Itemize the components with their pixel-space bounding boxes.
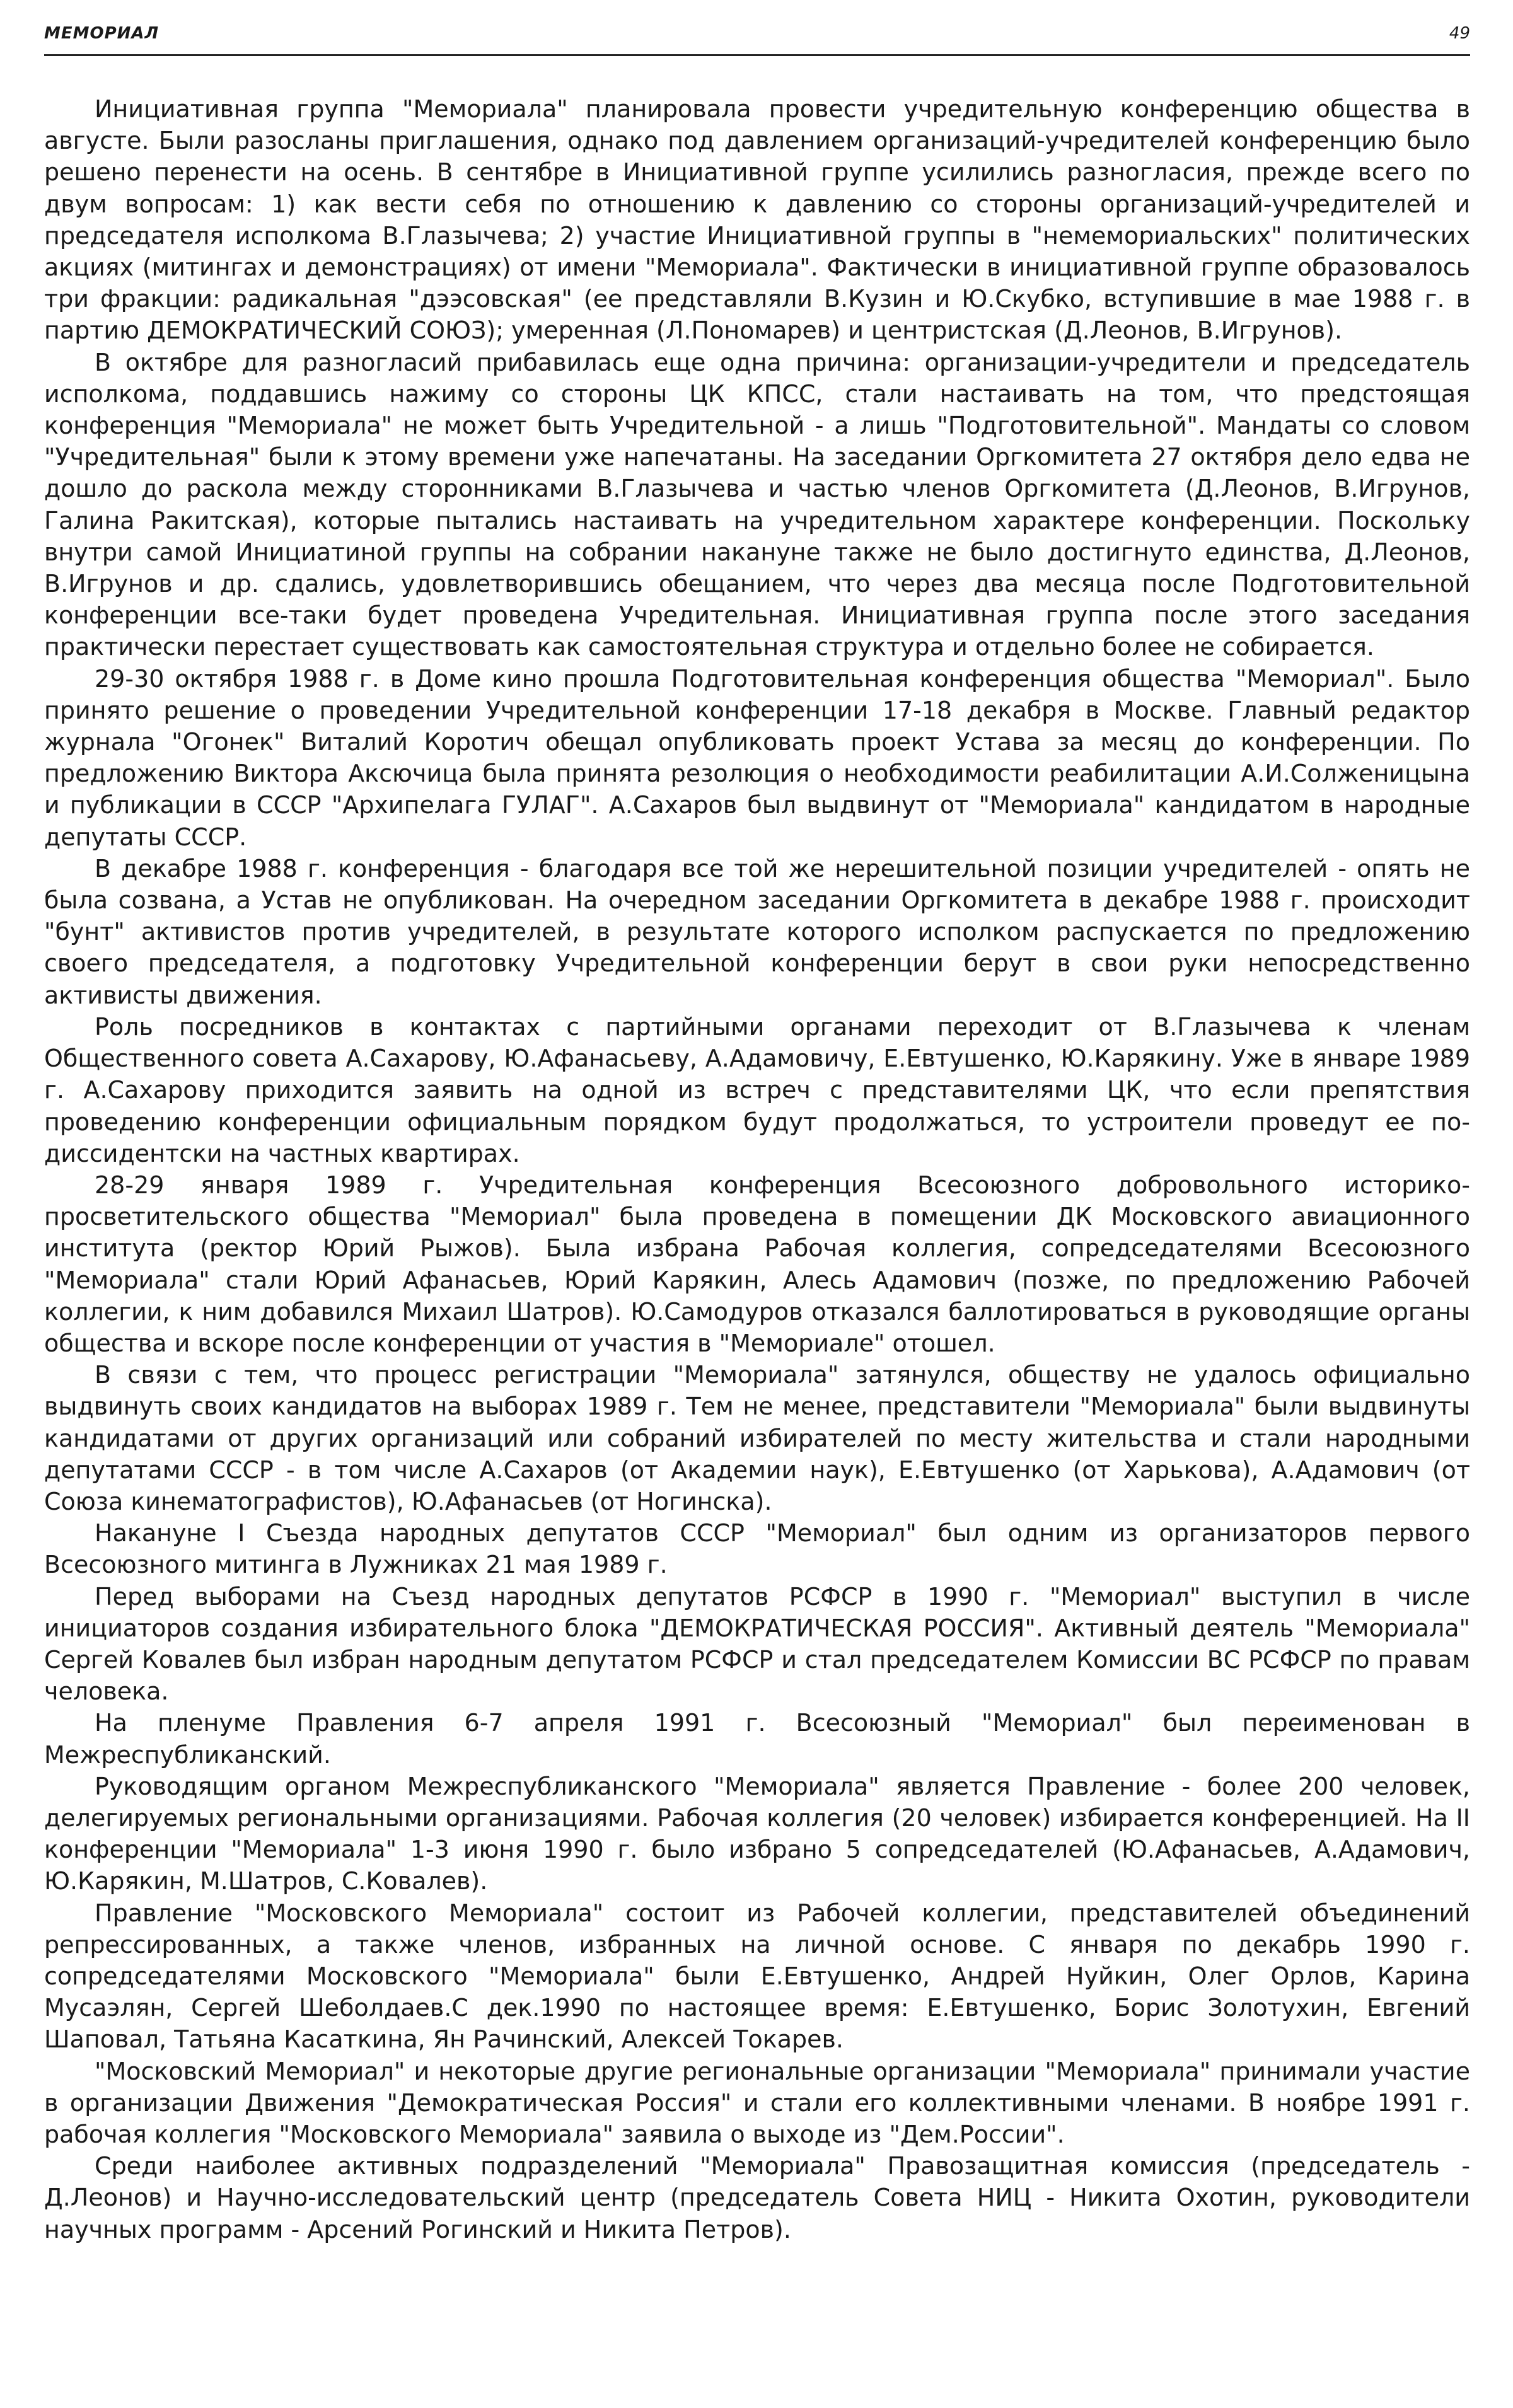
paragraph-6: 28-29 января 1989 г. Учредительная конференция Всесоюзного добровольного историко-просветительского общества "Мемориал" была проведена в помещении ДК Московского авиационного института (ректор Юрий Рыжов). Была избрана Рабочая коллегия, сопредседателями Всесоюзного "Мемориала" стали Юрий Афанасьев, Юрий Карякин, Алесь Адамович (позже, по предложению Рабочей коллегии, к ним добавился Михаил Шатров). Ю.Самодуров отказался баллотироваться в руководящие органы общества и вскоре после конференции от участия в "Мемориале" отошел. [44, 1171, 1470, 1357]
paragraph-8: Накануне I Съезда народных депутатов СССР "Мемориал" был одним из организаторов первого Всесоюзного митинга в Лужниках 21 мая 1989 г. [44, 1519, 1470, 1579]
paragraph-10: На пленуме Правления 6-7 апреля 1991 г. Всесоюзный "Мемориал" был переименован в Межреспубликанский. [44, 1709, 1470, 1769]
page-number: 49 [1449, 24, 1470, 43]
paragraph-5: Роль посредников в контактах с партийными органами переходит от В.Глазычева к членам Общественного совета А.Сахарову, Ю.Афанасьеву, А.Адамовичу, Е.Евтушенко, Ю.Карякину. Уже в январе 1989 г. А.Сахарову приходится заявить на одной из встреч с представителями ЦК, что если препятствия проведению конференции официальным порядком будут продолжаться, то устроители проведут ее по-диссидентски на частных квартирах. [44, 1012, 1470, 1167]
paragraph-1: Инициативная группа "Мемориала" планировала провести учредительную конференцию общества в августе. Были разосланы приглашения, однако под давлением организаций-учредителей конференцию было решено перенести на осень. В сентябре в Инициативной группе усилились разногласия, прежде всего по двум вопросам: 1) как вести себя по отношению к давлению со стороны организаций-учредителей и председателя исполкома В.Глазычева; 2) участие Инициативной группы в "немемориальских" политических акциях (митингах и демонстрациях) от имени "Мемориала". Фактически в инициативной группе образовалось три фракции: радикальная "дээсовская" (ее представляли В.Кузин и Ю.Скубко, вступившие в мае 1988 г. в партию ДЕМОКРАТИЧЕСКИЙ СОЮЗ); умеренная (Л.Пономарев) и центристская (Д.Леонов, В.Игрунов). [44, 95, 1470, 345]
paragraph-14: Среди наиболее активных подразделений "Мемориала" Правозащитная комиссия (председатель - Д.Леонов) и Научно-исследовательский центр (председатель Совета НИЦ - Никита Охотин, руководители научных программ - Арсений Рогинский и Никита Петров). [44, 2152, 1470, 2243]
paragraph-12: Правление "Московского Мемориала" состоит из Рабочей коллегии, представителей объединений репрессированных, а также членов, избранных на личной основе. С января по декабрь 1990 г. сопредседателями Московского "Мемориала" были Е.Евтушенко, Андрей Нуйкин, Олег Орлов, Карина Мусаэлян, Сергей Шеболдаев.С дек.1990 по настоящее время: Е.Евтушенко, Борис Золотухин, Евгений Шаповал, Татьяна Касаткина, Ян Рачинский, Алексей Токарев. [44, 1899, 1470, 2054]
paragraph-7: В связи с тем, что процесс регистрации "Мемориала" затянулся, обществу не удалось официально выдвинуть своих кандидатов на выборах 1989 г. Тем не менее, представители "Мемориала" были выдвинуты кандидатами от других организаций или собраний избирателей по месту жительства и стали народными депутатами СССР - в том числе А.Сахаров (от Академии наук), Е.Евтушенко (от Харькова), А.Адамович (от Союза кинематографистов), Ю.Афанасьев (от Ногинска). [44, 1361, 1470, 1515]
paragraph-13: "Московский Мемориал" и некоторые другие региональные организации "Мемориала" принимали участие в организации Движения "Демократическая Россия" и стали его коллективными членами. В ноябре 1991 г. рабочая коллегия "Московского Мемориала" заявила о выходе из "Дем.России". [44, 2057, 1470, 2148]
running-head: МЕМОРИАЛ [44, 24, 159, 43]
paragraph-3: 29-30 октября 1988 г. в Доме кино прошла Подготовительная конференция общества "Мемориал". Было принято решение о проведении Учредительной конференции 17-18 декабря в Москве. Главный редактор журнала "Огонек" Виталий Коротич обещал опубликовать проект Устава за месяц до конференции. По предложению Виктора Аксючица была принята резолюция о необходимости реабилитации А.И.Солженицына и публикации в СССР "Архипелага ГУЛАГ". А.Сахаров был выдвинут от "Мемориала" кандидатом в народные депутаты СССР. [44, 664, 1470, 851]
paragraph-11: Руководящим органом Межреспубликанского "Мемориала" является Правление - более 200 человек, делегируемых региональными организациями. Рабочая коллегия (20 человек) избирается конференцией. На II конференции "Мемориала" 1-3 июня 1990 г. было избрано 5 сопредседателей (Ю.Афанасьев, А.Адамович, Ю.Карякин, М.Шатров, С.Ковалев). [44, 1772, 1470, 1896]
article-body [44, 93, 1470, 2245]
page-header [44, 21, 1470, 56]
paragraph-9: Перед выборами на Съезд народных депутатов РСФСР в 1990 г. "Мемориал" выступил в числе инициаторов создания избирательного блока "ДЕМОКРАТИЧЕСКАЯ РОССИЯ". Активный деятель "Мемориала" Сергей Ковалев был избран народным депутатом РСФСР и стал председателем Комиссии ВС РСФСР по правам человека. [44, 1582, 1470, 1706]
paragraph-4: В декабре 1988 г. конференция - благодаря все той же нерешительной позиции учредителей - опять не была созвана, а Устав не опубликован. На очередном заседании Оргкомитета в декабре 1988 г. происходит "бунт" активистов против учредителей, в результате которого исполком распускается по предложению своего председателя, а подготовку Учредительной конференции берут в свои руки непосредственно активисты движения. [44, 854, 1470, 1009]
paragraph-2: В октябре для разногласий прибавилась еще одна причина: организации-учредители и председатель исполкома, поддавшись нажиму со стороны ЦК КПСС, стали настаивать на том, что предстоящая конференция "Мемориала" не может быть Учредительной - а лишь "Подготовительной". Мандаты со словом "Учредительная" были к этому времени уже напечатаны. На заседании Оргкомитета 27 октября дело едва не дошло до раскола между сторонниками В.Глазычева и частью членов Оргкомитета (Д.Леонов, В.Игрунов, Галина Ракитская), которые пытались настаивать на учредительном характере конференции. Поскольку внутри самой Инициатиной группы на собрании накануне также не было достигнуто единства, Д.Леонов, В.Игрунов и др. сдались, удовлетворившись обещанием, что через два месяца после Подготовительной конференции все-таки будет проведена Учредительная. Инициативная группа после этого заседания практически перестает существовать как самостоятельная структура и отдельно более не собирается. [44, 348, 1470, 661]
